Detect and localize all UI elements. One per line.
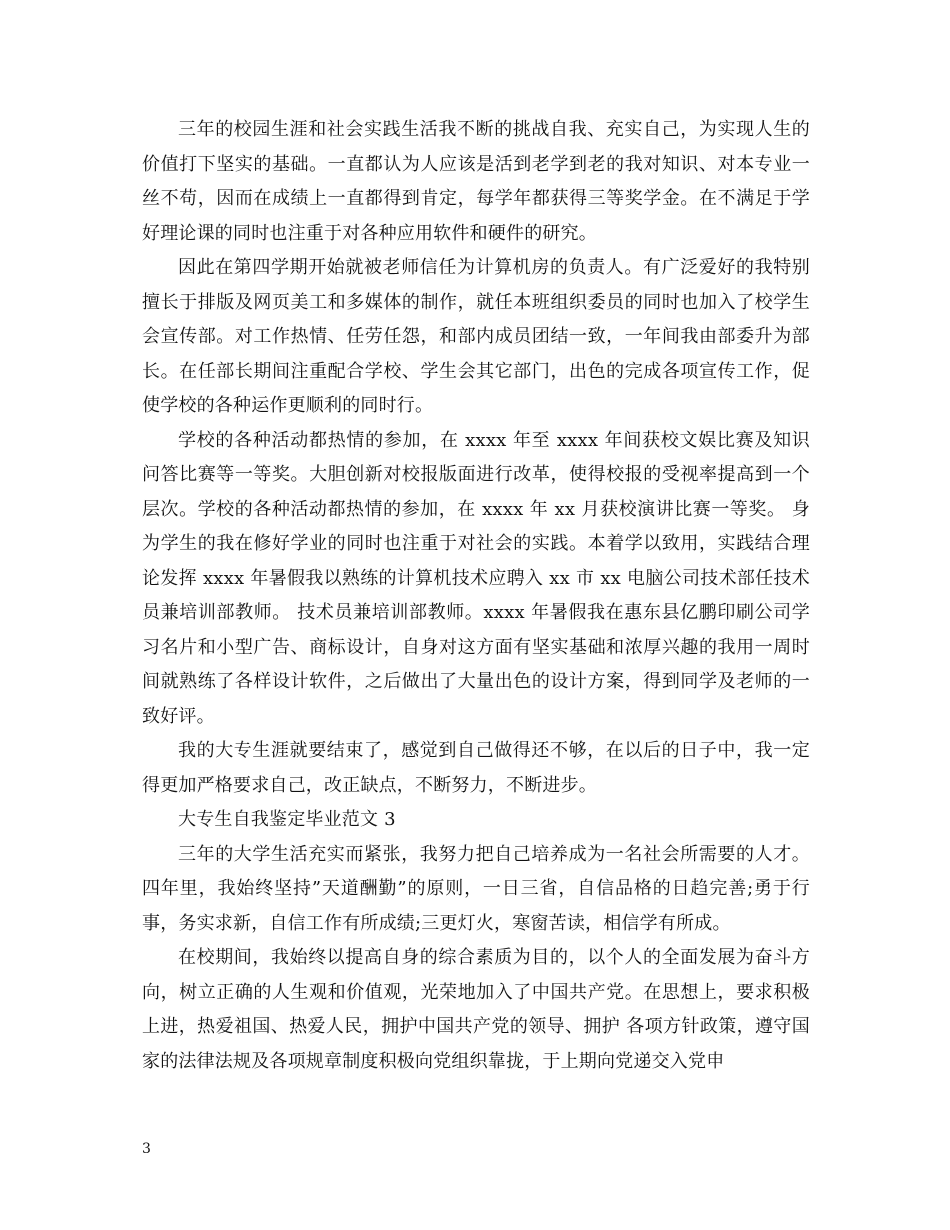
paragraph-2: 因此在第四学期开始就被老师信任为计算机房的负责人。有广泛爱好的我特别擅长于排版及网页美工和多媒体的制作，就任本班组织委员的同时也加入了校学生会宣传部。对工作热情、任劳任怨，和部内成员团结一致，一年间我由部委升为部长。在任部长期间注重配合学校、学生会其它部门，出色的完成各项宣传工作，促使学校的各种运作更顺利的同时行。 [142, 257, 810, 416]
paragraph-6: 在校期间，我始终以提高自身的综合素质为目的，以个人的全面发展为奋斗方向，树立正确的人生观和价值观，光荣地加入了中国共产党。在思想上，要求积极上进，热爱祖国、热爱人民，拥护中国共产党的领导、拥护 各项方针政策，遵守国家的法律法规及各项规章制度积极向党组织靠拢，于上期向党递交入党申 [142, 947, 810, 1072]
paragraph-5: 三年的大学生活充实而紧张，我努力把自己培养成为一名社会所需要的人才。四年里，我始终坚持”天道酬勤”的原则，一日三省，自信品格的日趋完善;勇于行事，务实求新，自信工作有所成绩;三更灯火，寒窗苦读，相信学有所成。 [142, 843, 810, 934]
page-number: 3 [142, 1141, 151, 1157]
document-body [142, 113, 810, 1079]
paragraph-1: 三年的校园生涯和社会实践生活我不断的挑战自我、充实自己，为实现人生的价值打下坚实的基础。一直都认为人应该是活到老学到老的我对知识、对本专业一丝不苟，因而在成绩上一直都得到肯定，每学年都获得三等奖学金。在不满足于学好理论课的同时也注重于对各种应用软件和硬件的研究。 [142, 119, 810, 244]
paragraph-3: 学校的各种活动都热情的参加，在 xxxx 年至 xxxx 年间获校文娱比赛及知识问答比赛等一等奖。大胆创新对校报版面进行改革，使得校报的受视率提高到一个层次。学校的各种活动都热情的参加，在 xxxx 年 xx 月获校演讲比赛一等奖。 身为学生的我在修好学业的同时也注重于对社会的实践。本着学以致用，实践结合理论发挥 xxxx 年暑假我以熟练的计算机技术应聘入 xx 市 xx 电脑公司技术部任技术员兼培训部教师。 技术员兼培训部教师。xxxx 年暑假我在惠东县亿鹏印刷公司学习名片和小型广告、商标设计，自身对这方面有坚实基础和浓厚兴趣的我用一周时间就熟练了各样设计软件，之后做出了大量出色的设计方案，得到同学及老师的一致好评。 [142, 429, 810, 727]
section-title: 大专生自我鉴定毕业范文 3 [178, 809, 396, 830]
paragraph-4: 我的大专生涯就要结束了，感觉到自己做得还不够，在以后的日子中，我一定得更加严格要求自己，改正缺点，不断努力，不断进步。 [142, 740, 810, 796]
